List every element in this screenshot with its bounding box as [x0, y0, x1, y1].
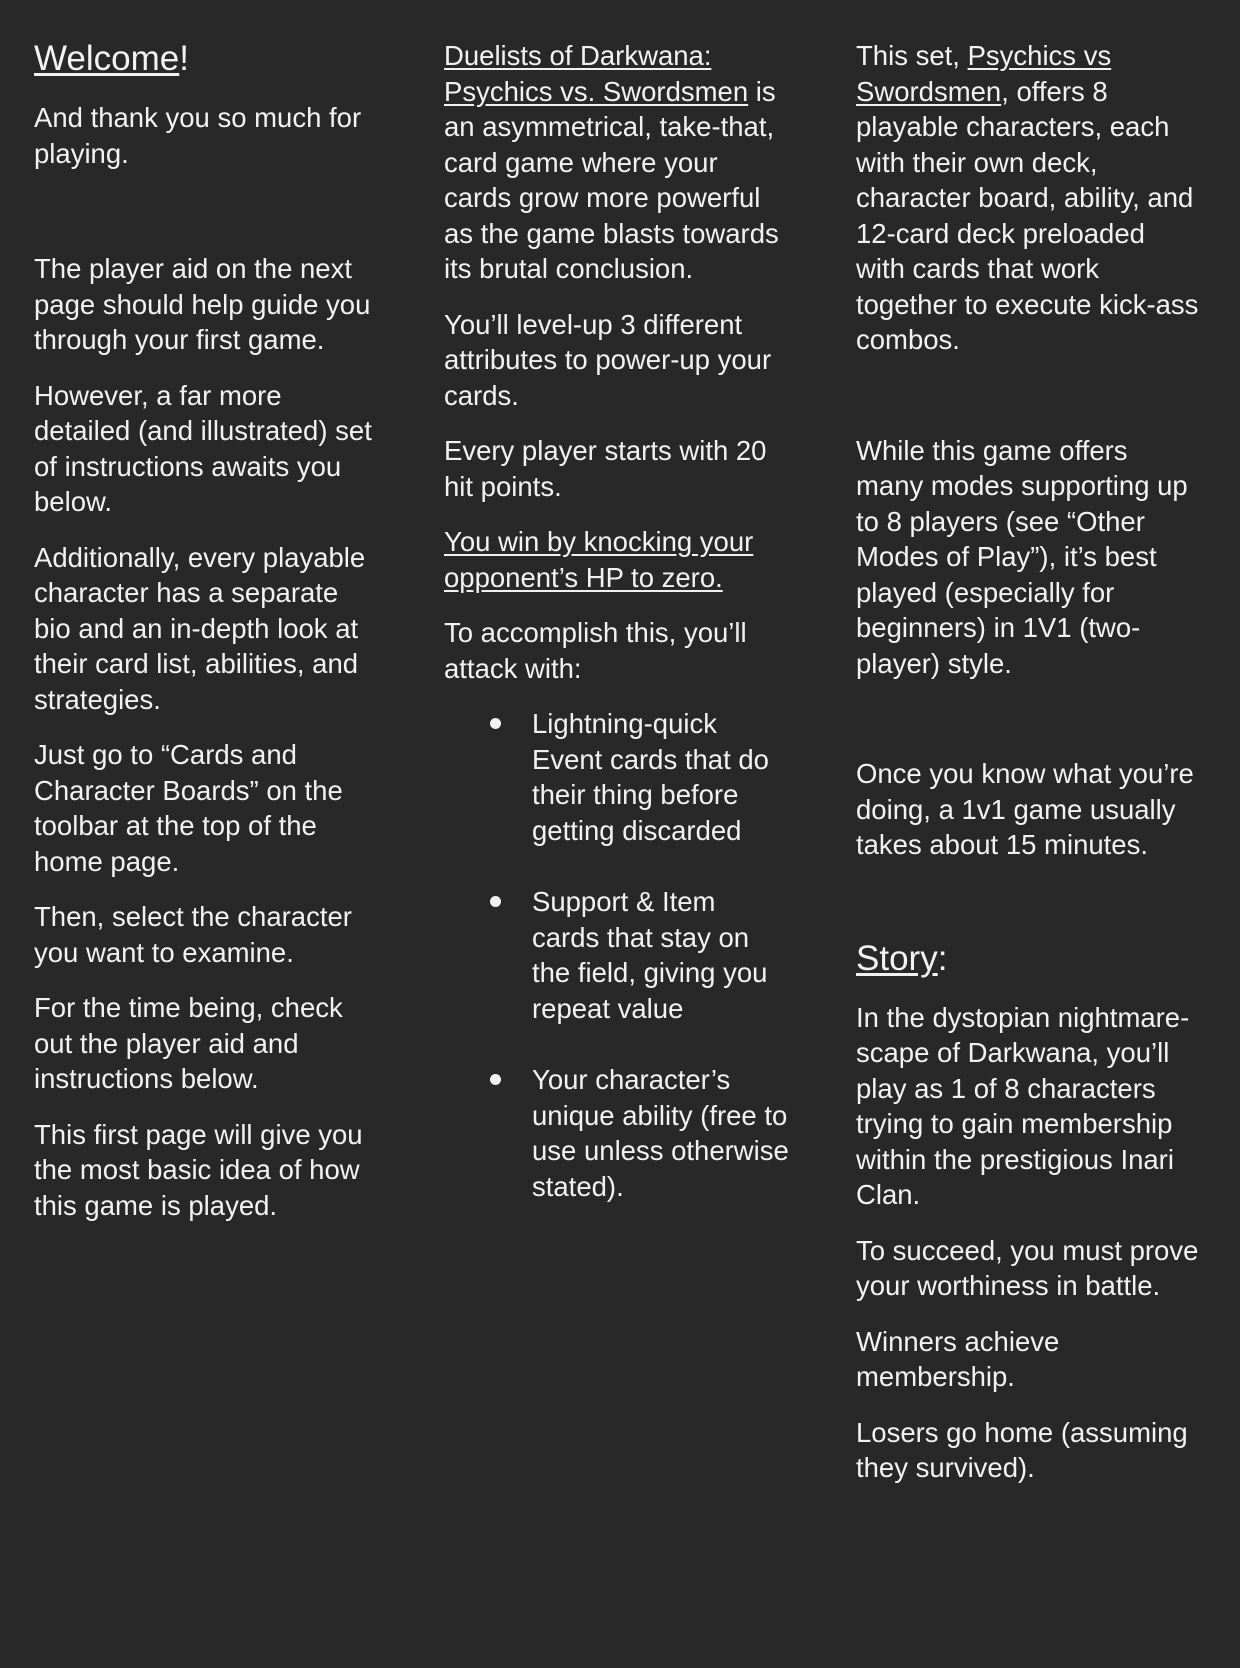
game-title: Duelists of Darkwana: Psychics vs. Swordsmen [444, 40, 749, 107]
attack-intro: To accomplish this, you’ll attack with: [444, 617, 747, 684]
story-losers: Losers go home (assuming they survived). [856, 1416, 1188, 1483]
list-item-text: Support & Item cards that stay on the field, giving you repeat value [532, 886, 768, 1024]
list-item [444, 706, 789, 848]
modes-note: While this game offers many modes supporting up to 8 players (see “Other Modes of Play”), it’s best played (especially for beginners) in 1V1 (two-player) style. [856, 434, 1188, 679]
list-item [444, 884, 789, 1026]
win-condition: You win by knocking your opponent’s HP to zero. [444, 526, 754, 593]
column-set-story [856, 38, 1201, 1506]
game-intro [444, 38, 789, 287]
list-item-text: Your character’s unique ability (free to use unless otherwise stated). [532, 1064, 789, 1202]
column-overview [444, 38, 789, 1240]
set-description-pre: This set, [856, 40, 968, 71]
attack-list [444, 706, 789, 1204]
story-heading [856, 938, 1201, 980]
list-item [444, 1062, 789, 1204]
game-intro-text: is an asymmetrical, take-that, card game where your cards grow more powerful as the game blasts towards its brutal conclusion. [444, 75, 779, 284]
column-welcome [34, 38, 374, 1243]
story-setting: In the dystopian nightmare-scape of Darkwana, you’ll play as 1 of 8 characters trying to gain membership within the prestigious Inari Clan. [856, 1001, 1190, 1210]
player-aid-note: The player aid on the next page should help guide you through your first game. [34, 253, 371, 355]
spacer [856, 883, 1201, 938]
spacer [856, 378, 1201, 433]
welcome-heading-text: Welcome [34, 39, 180, 78]
bullet-icon [490, 718, 501, 729]
welcome-thanks: And thank you so much for playing. [34, 102, 362, 169]
spacer [34, 191, 374, 251]
bullet-icon [490, 896, 501, 907]
story-heading-punct: : [937, 938, 948, 978]
welcome-heading-punct: ! [179, 39, 189, 78]
spacer [856, 701, 1201, 756]
attributes-note: You’ll level-up 3 different attributes to power-up your cards. [444, 308, 772, 411]
check-out-note: For the time being, check out the player aid and instructions below. [34, 992, 343, 1094]
duration-note: Once you know what you’re doing, a 1v1 game usually takes about 15 minutes. [856, 758, 1194, 860]
story-heading-text: Story [856, 938, 938, 978]
select-character-note: Then, select the character you want to examine. [34, 901, 352, 968]
first-page-note: This first page will give you the most basic idea of how this game is played. [34, 1118, 363, 1221]
toolbar-note: Just go to “Cards and Character Boards” on the toolbar at the top of the home page. [34, 739, 343, 877]
set-description-text: , offers 8 playable characters, each with their own deck, character board, ability, and 12-card deck preloaded with cards that work together to execute kick-ass combos. [856, 75, 1199, 355]
list-item-text: Lightning-quick Event cards that do their thing before getting discarded [532, 708, 769, 846]
character-bio-note: Additionally, every playable character has a separate bio and an in-depth look at their card list, abilities, and strategies. [34, 541, 366, 715]
story-winners: Winners achieve membership. [856, 1325, 1060, 1392]
instructions-note: However, a far more detailed (and illustrated) set of instructions awaits you below. [34, 379, 372, 517]
welcome-heading [34, 38, 374, 80]
bullet-icon [490, 1074, 501, 1085]
hit-points-note: Every player starts with 20 hit points. [444, 435, 767, 502]
story-goal: To succeed, you must prove your worthiness in battle. [856, 1234, 1199, 1301]
set-description [856, 38, 1201, 358]
set-name: Psychics vs Swordsmen [856, 40, 1112, 107]
